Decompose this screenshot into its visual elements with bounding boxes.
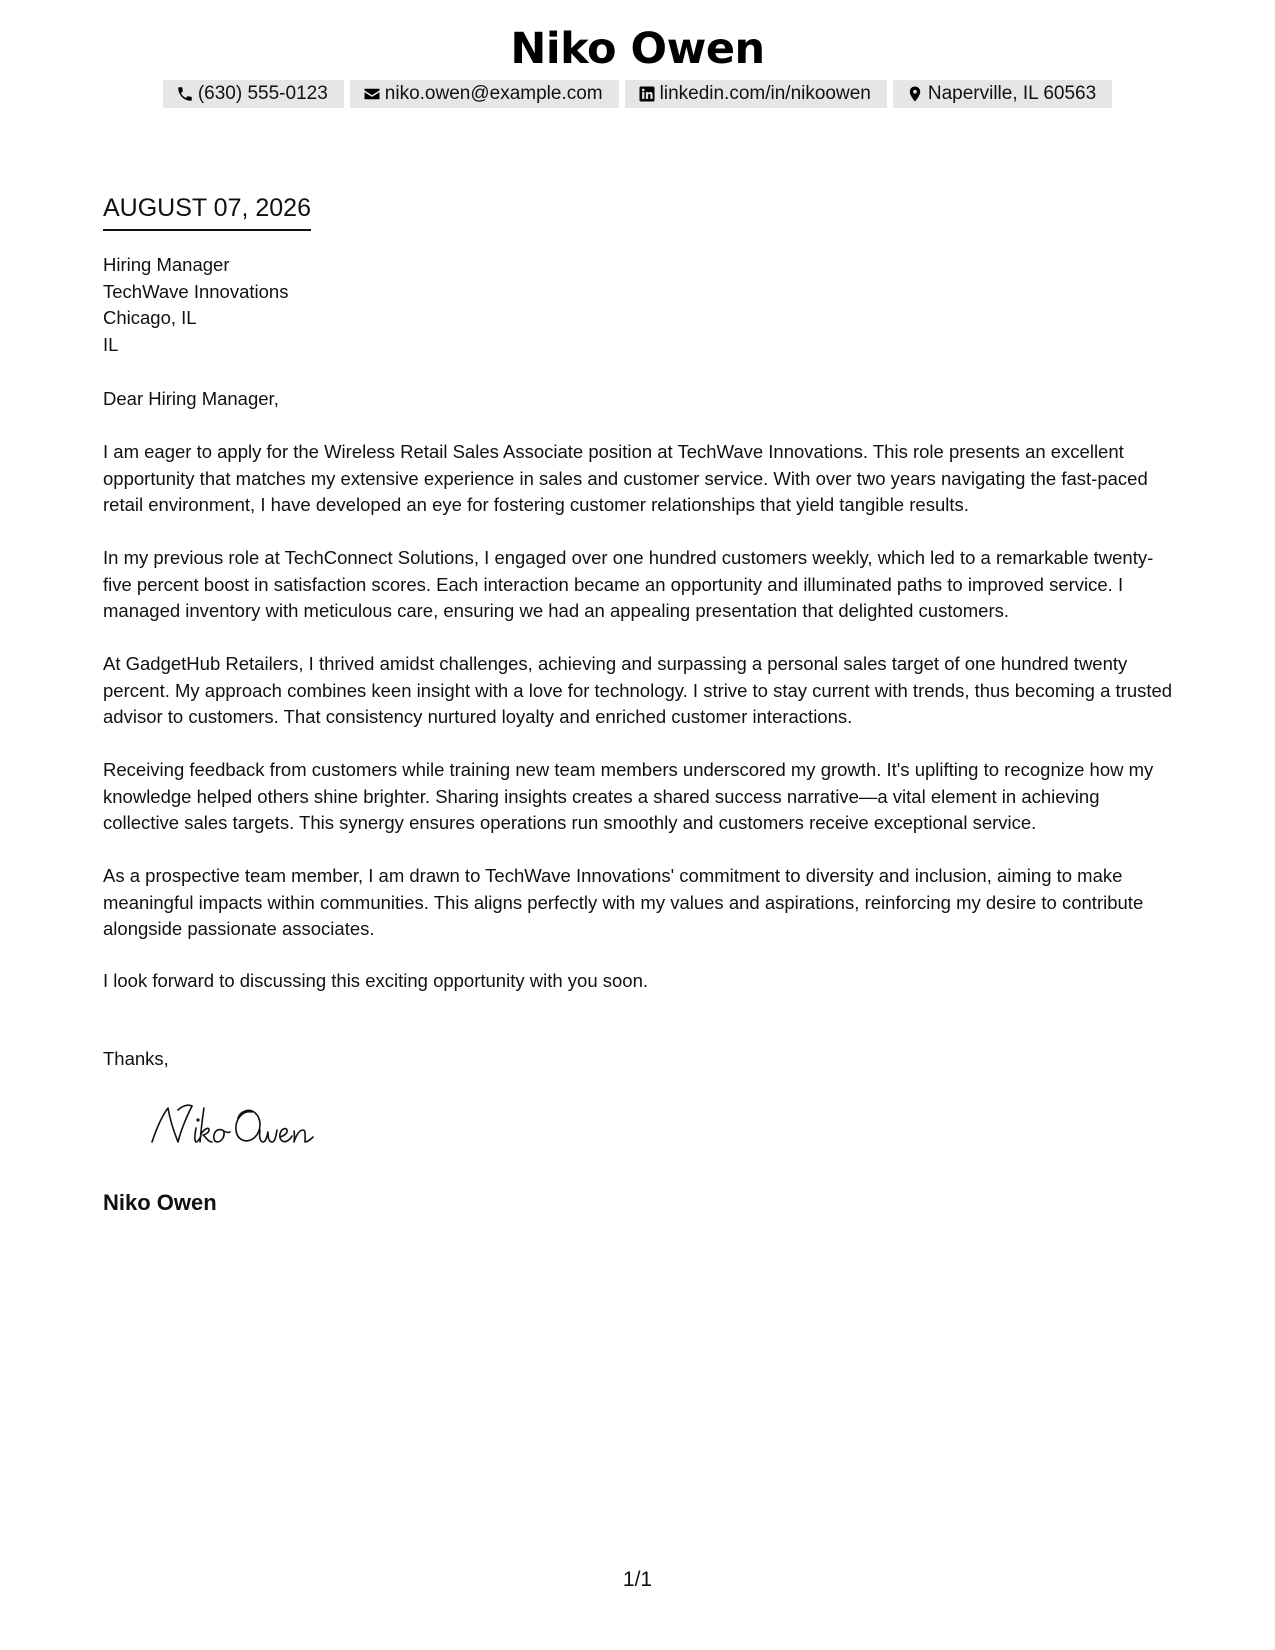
recipient-line: TechWave Innovations <box>103 280 289 302</box>
contact-location <box>893 80 1112 108</box>
map-pin-icon <box>906 85 924 103</box>
recipient-block <box>103 252 1173 358</box>
linkedin-icon <box>638 85 656 103</box>
phone-icon <box>176 85 194 103</box>
body-paragraph: I look forward to discussing this exciting opportunity with you soon. <box>103 970 649 991</box>
contact-phone[interactable] <box>163 80 344 108</box>
recipient-line: IL <box>103 333 119 355</box>
contact-email[interactable] <box>350 80 619 108</box>
envelope-icon <box>363 85 381 103</box>
body-paragraph: I am eager to apply for the Wireless Retail Sales Associate position at TechWave Innovations. This role presents an excellent opportunity that matches my extensive experience in sales and customer service. With over two years navigating the fast-paced retail environment, I have developed an eye for fostering customer relationships that yield tangible results. <box>103 441 1148 515</box>
contact-linkedin[interactable] <box>625 80 887 108</box>
signer-name: Niko Owen <box>103 1190 217 1215</box>
letter-date: AUGUST 07, 2026 <box>103 193 311 231</box>
body-paragraph: Receiving feedback from customers while training new team members underscored my growth. It's uplifting to recognize how my knowledge helped others shine brighter. Sharing insights creates a shared success narrative—a vital element in achieving collective sales targets. This synergy ensures operations run smoothly and customers receive exceptional service. <box>103 759 1154 833</box>
recipient-line: Hiring Manager <box>103 254 230 275</box>
contact-email-text: niko.owen@example.com <box>384 83 603 104</box>
handwritten-signature <box>148 1100 318 1155</box>
body-paragraph: As a prospective team member, I am drawn to TechWave Innovations' commitment to diversity and inclusion, aiming to make meaningful impacts within communities. This aligns perfectly with my values and aspirations, reinforcing my desire to contribute alongside passionate associates. <box>103 865 1144 939</box>
body-paragraph: At GadgetHub Retailers, I thrived amidst challenges, achieving and surpassing a personal sales target of one hundred twenty percent. My approach combines keen insight with a love for technology. I strive to stay current with trends, thus becoming a trusted advisor to customers. That consistency nurtured loyalty and enriched customer interactions. <box>103 653 1173 727</box>
signature-graphic <box>148 1100 318 1150</box>
contact-linkedin-text: linkedin.com/in/nikoowen <box>659 83 871 104</box>
salutation: Dear Hiring Manager, <box>103 388 279 409</box>
page-indicator: 1/1 <box>622 1568 653 1591</box>
contact-bar <box>0 80 1275 108</box>
contact-phone-text: (630) 555-0123 <box>197 83 328 104</box>
closing: Thanks, <box>103 1048 169 1069</box>
recipient-line: Chicago, IL <box>103 307 197 328</box>
applicant-name: Niko Owen <box>510 24 765 74</box>
contact-location-text: Naperville, IL 60563 <box>927 83 1097 104</box>
body-paragraph: In my previous role at TechConnect Solutions, I engaged over one hundred customers weekly, which led to a remarkable twenty-five percent boost in satisfaction scores. Each interaction became an opportunity and illuminated paths to improved service. I managed inventory with meticulous care, ensuring we had an appealing presentation that delighted customers. <box>103 547 1154 621</box>
